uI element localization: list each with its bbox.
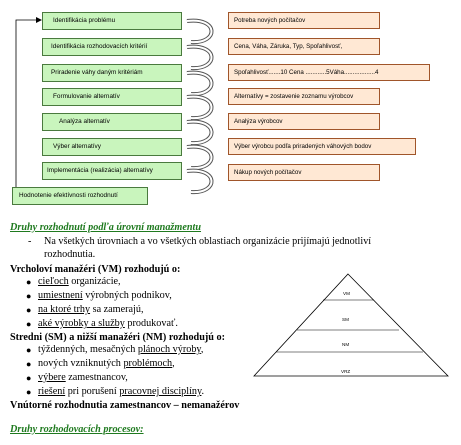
step-box-7 xyxy=(42,162,182,180)
vm-item-key: aké výrobky a služby xyxy=(38,318,125,329)
desc-label: Potreba nových počítačov xyxy=(234,17,306,24)
step-box-8 xyxy=(12,187,148,205)
pyramid-outline xyxy=(254,274,448,376)
pyramid-label-nm: NM xyxy=(342,342,350,347)
sm-heading: Stredni (SM) a nižší manažéri (NM) rozhodujú o: xyxy=(10,332,225,343)
sm-item-text: pri porušení xyxy=(65,386,120,397)
bullet-icon: ● xyxy=(26,387,32,397)
vm-item-rest: sa zamerajú, xyxy=(90,304,144,315)
sm-item-key: problémoch xyxy=(123,358,173,369)
dash-marker: - xyxy=(28,236,32,247)
desc-label: Nákup nových počítačov xyxy=(234,169,302,176)
feedback-line xyxy=(16,20,36,190)
step-label: Identifikácia rozhodovacích kritérií xyxy=(51,43,148,50)
vm-item-2 xyxy=(38,290,172,301)
flow-connectors xyxy=(0,0,461,215)
curl-arrow-inner xyxy=(187,21,212,43)
sm-item-key: výbere xyxy=(38,372,66,383)
curl-arrow-inner xyxy=(187,73,212,95)
step-label: Hodnotenie efektívnosti rozhodnutí xyxy=(19,192,118,199)
sm-item-key: plánoch výroby xyxy=(137,344,201,355)
section-heading-management-levels: Druhy rozhodnutí podľa úrovní manažmentu xyxy=(10,222,202,233)
desc-label: Spoľahlivosť.......10 Cena ............5Váha..................4 xyxy=(234,69,379,76)
desc-label: Analýza výrobcov xyxy=(234,118,283,125)
desc-box-1 xyxy=(228,12,380,29)
sm-item-text: zamestnancov, xyxy=(65,372,128,383)
sm-item-text: , xyxy=(200,344,204,355)
desc-box-4 xyxy=(228,88,380,105)
step-label: Výber alternatívy xyxy=(53,143,101,150)
inner-decisions-heading: Vnútorné rozhodnutia zamestnancov – nemanažérov xyxy=(10,400,240,411)
vm-item-1 xyxy=(38,276,121,287)
vm-item-4 xyxy=(38,318,178,329)
bullet-icon: ● xyxy=(26,277,32,287)
step-box-2 xyxy=(42,38,182,56)
step-label: Priradenie váhy daným kritériám xyxy=(51,69,143,76)
step-box-4 xyxy=(42,88,182,106)
bullet-icon: ● xyxy=(26,319,32,329)
step-box-5 xyxy=(42,113,182,131)
desc-box-2 xyxy=(228,38,380,55)
bullet-icon: ● xyxy=(26,291,32,301)
sm-item-text: . xyxy=(201,386,204,397)
vm-item-key: na ktoré trhy xyxy=(38,304,91,315)
curl-arrow-inner xyxy=(187,122,212,144)
vm-item-rest: výrobných podnikov, xyxy=(82,290,172,301)
curl-arrow-inner xyxy=(187,97,212,119)
sm-item-text: , xyxy=(172,358,175,369)
sm-item-4 xyxy=(38,386,204,397)
management-pyramid xyxy=(252,270,452,382)
sm-item-1 xyxy=(38,344,203,355)
pyramid-label-vm: VM xyxy=(343,291,350,296)
desc-label: Alternatívy = zostavenie zoznamu výrobcov xyxy=(234,93,354,100)
sm-item-key: pracovnej disciplíny xyxy=(119,386,202,397)
vm-item-rest: produkovať. xyxy=(124,318,178,329)
curl-arrow-inner xyxy=(187,47,212,69)
vm-item-rest: organizácie, xyxy=(68,276,121,287)
sm-item-text: nových vzniknutých xyxy=(38,358,124,369)
paragraph-line-1: Na všetkých úrovniach a vo všetkých oblastiach organizácie prijímajú jednotliví xyxy=(44,236,372,247)
step-box-3 xyxy=(42,64,182,82)
sm-item-3 xyxy=(38,372,128,383)
vm-item-key: cieľoch xyxy=(38,276,69,287)
step-label: Analýza alternatív xyxy=(59,118,110,125)
step-curl-arrows xyxy=(187,21,212,193)
vm-item-3 xyxy=(38,304,144,315)
curl-arrow-inner xyxy=(187,147,212,169)
step-label: Implementácia (realizácia) alternatívy xyxy=(47,167,153,174)
bullet-icon: ● xyxy=(26,305,32,315)
sm-item-2 xyxy=(38,358,175,369)
vm-heading: Vrcholoví manažéri (VM) rozhodujú o: xyxy=(10,264,181,275)
desc-label: Výber výrobcu podľa priradených váhových bodov xyxy=(234,143,372,150)
sm-item-text: týždenných, mesačných xyxy=(38,344,138,355)
vm-item-key: umiestnení xyxy=(38,290,83,301)
desc-box-3 xyxy=(228,64,430,81)
step-box-1 xyxy=(42,12,182,30)
curl-arrow-inner xyxy=(187,171,212,193)
pyramid-label-sm: SM xyxy=(342,317,349,322)
bullet-icon: ● xyxy=(26,373,32,383)
step-box-6 xyxy=(42,138,182,156)
desc-box-5 xyxy=(228,113,380,130)
step-label: Identifikácia problému xyxy=(53,17,116,24)
desc-box-7 xyxy=(228,164,380,181)
desc-box-6 xyxy=(228,138,416,155)
step-label: Formulovanie alternatív xyxy=(53,93,120,100)
bullet-icon: ● xyxy=(26,345,32,355)
paragraph-line-2: rozhodnutia. xyxy=(44,249,96,260)
section-heading-decision-processes: Druhy rozhodovacích procesov: xyxy=(10,424,144,435)
desc-label: Cena, Váha, Záruka, Typ, Spoľahlivosť, xyxy=(234,43,343,50)
bullet-icon: ● xyxy=(26,359,32,369)
pyramid-label-vrz: VRZ xyxy=(341,369,351,374)
sm-item-key: riešení xyxy=(38,386,66,397)
